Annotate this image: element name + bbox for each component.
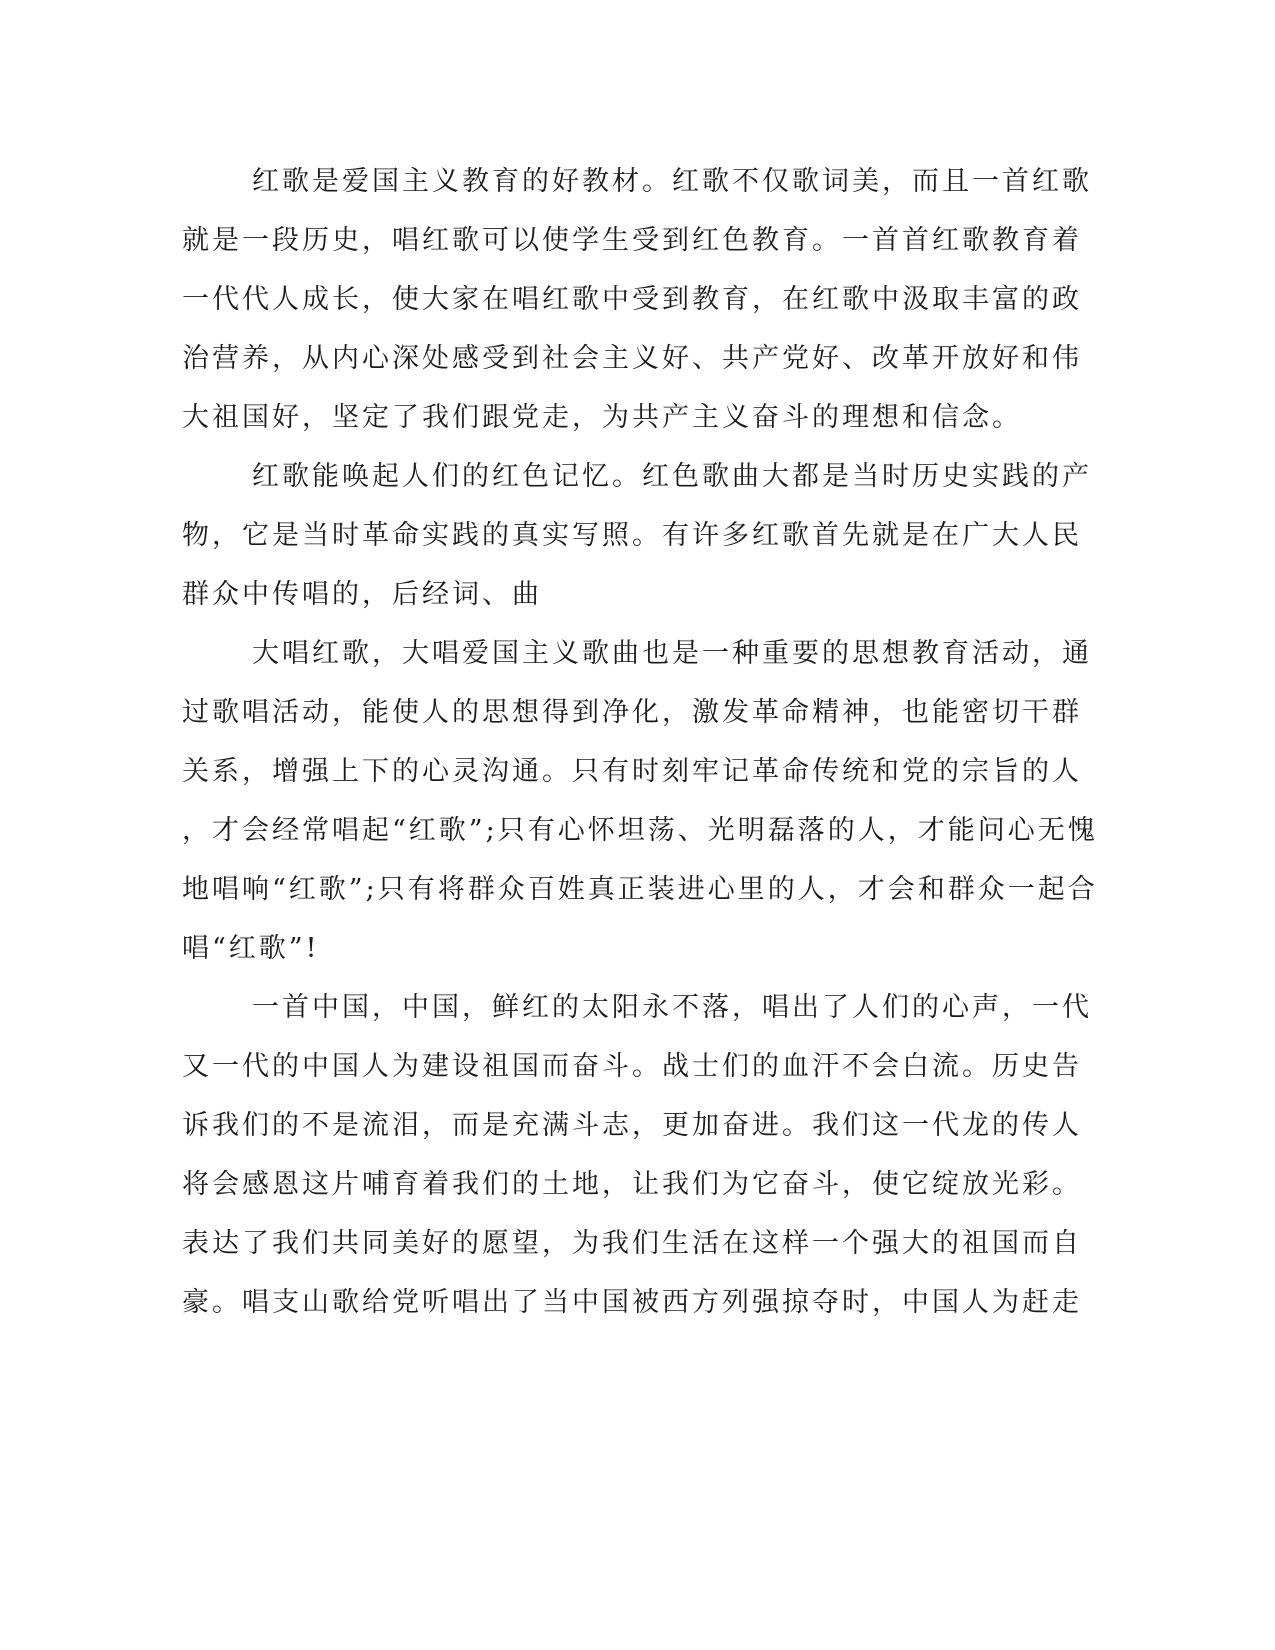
paragraph-4 <box>182 978 1092 1332</box>
text-line: 诉我们的不是流泪，而是充满斗志，更加奋进。我们这一代龙的传人 <box>182 1110 1082 1141</box>
text-line: 将会感恩这片哺育着我们的土地，让我们为它奋斗，使它绽放光彩。 <box>182 1169 1082 1200</box>
text-line: 地唱响“红歌”;只有将群众百姓真正装进心里的人，才会和群众一起合 <box>182 874 1098 905</box>
document-body <box>182 152 1098 1332</box>
text-line: 治营养，从内心深处感受到社会主义好、共产党好、改革开放好和伟 <box>182 343 1082 374</box>
text-line: 就是一段历史，唱红歌可以使学生受到红色教育。一首首红歌教育着 <box>182 225 1082 256</box>
paragraph-2 <box>182 447 1092 624</box>
text-line: 物，它是当时革命实践的真实写照。有许多红歌首先就是在广大人民 <box>182 520 1082 551</box>
text-line: 表达了我们共同美好的愿望，为我们生活在这样一个强大的祖国而自 <box>182 1228 1082 1259</box>
text-line: 红歌能唤起人们的红色记忆。红色歌曲大都是当时历史实践的产 <box>252 461 1092 492</box>
text-line: 群众中传唱的，后经词、曲 <box>182 579 542 610</box>
text-line: 关系，增强上下的心灵沟通。只有时刻牢记革命传统和党的宗旨的人 <box>182 756 1082 787</box>
text-line: ，才会经常唱起“红歌”;只有心怀坦荡、光明磊落的人，才能问心无愧 <box>182 815 1098 846</box>
paragraph-1 <box>182 152 1092 447</box>
text-line: 红歌是爱国主义教育的好教材。红歌不仅歌词美，而且一首红歌 <box>252 166 1092 197</box>
text-line: 又一代的中国人为建设祖国而奋斗。战士们的血汗不会白流。历史告 <box>182 1051 1082 1082</box>
paragraph-3 <box>182 624 1098 978</box>
text-line: 过歌唱活动，能使人的思想得到净化，激发革命精神，也能密切干群 <box>182 697 1082 728</box>
text-line: 一首中国，中国，鲜红的太阳永不落，唱出了人们的心声，一代 <box>252 992 1092 1023</box>
text-line: 大唱红歌，大唱爱国主义歌曲也是一种重要的思想教育活动，通 <box>252 638 1092 669</box>
text-line: 一代代人成长，使大家在唱红歌中受到教育，在红歌中汲取丰富的政 <box>182 284 1082 315</box>
text-line: 豪。唱支山歌给党听唱出了当中国被西方列强掠夺时，中国人为赶走 <box>182 1287 1082 1318</box>
text-line: 唱“红歌”! <box>182 933 320 964</box>
text-line: 大祖国好，坚定了我们跟党走，为共产主义奋斗的理想和信念。 <box>182 402 1022 433</box>
